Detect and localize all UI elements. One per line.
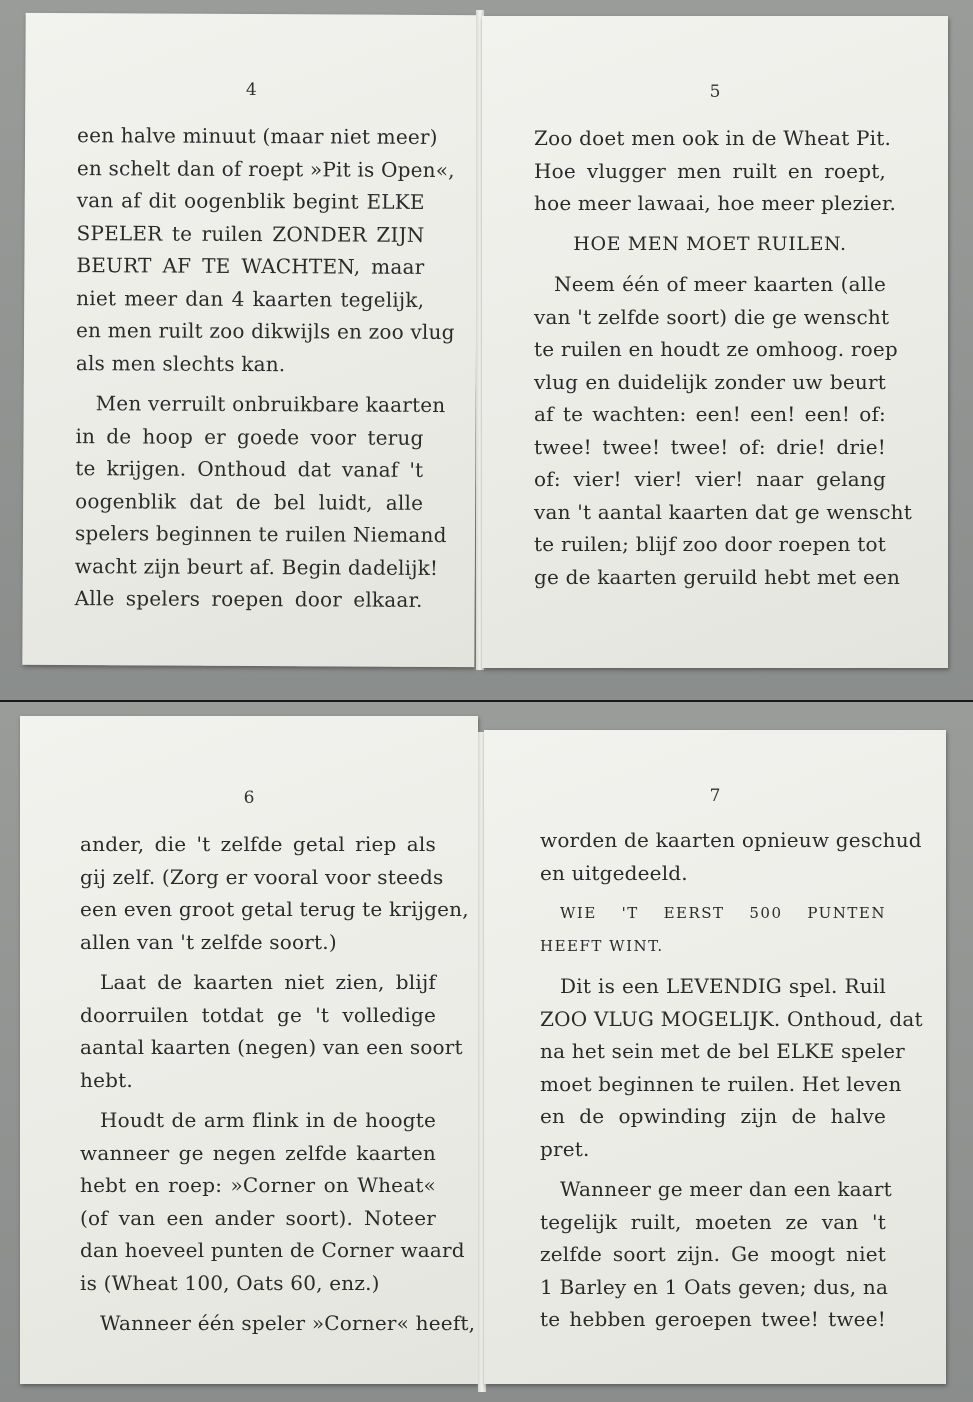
- text-line: en schelt dan of roept »Pit is Open«,: [76, 155, 455, 182]
- text-line: zelfde soort zijn. Ge moogt niet: [540, 1242, 886, 1266]
- text-line: Neem één of meer kaarten (alle: [554, 272, 886, 296]
- text-line: hebt.: [80, 1067, 133, 1092]
- text-line: WIE 'T EERST 500 PUNTEN: [560, 904, 886, 922]
- text-line: is (Wheat 100, Oats 60, enz.): [80, 1270, 380, 1295]
- text-line: ander, die 't zelfde getal riep als: [80, 832, 436, 856]
- text-line: (of van een ander soort). Noteer: [80, 1205, 436, 1230]
- text-line: hoe meer lawaai, hoe meer plezier.: [534, 191, 897, 215]
- text-line: pret.: [540, 1136, 590, 1161]
- text-line: te ruilen; blijf zoo door roepen tot: [534, 532, 886, 556]
- text-line: van af dit oogenblik begint ELKE: [76, 188, 425, 214]
- text-line: en uitgedeeld.: [540, 860, 688, 885]
- text-line: Hoe vlugger men ruilt en roept,: [534, 158, 886, 183]
- page-number: 4: [245, 79, 257, 101]
- text-line: Men verruilt onbruikbare kaarten: [95, 391, 446, 418]
- text-line: van 't zelfde soort) die ge wenscht: [534, 304, 890, 329]
- text-line: oogenblik dat de bel luidt, alle: [75, 488, 424, 515]
- text-line: in de hoop er goede voor terug: [75, 423, 424, 450]
- page-text: [534, 122, 912, 593]
- page-number: 5: [709, 82, 721, 102]
- text-line: te ruilen en houdt ze omhoog. roep: [534, 337, 898, 361]
- text-line: doorruilen totdat ge 't volledige: [80, 1002, 436, 1027]
- top-spread: [0, 0, 973, 700]
- text-line: twee! twee! twee! of: drie! drie!: [534, 434, 886, 459]
- text-line: worden de kaarten opnieuw geschud: [540, 828, 922, 852]
- text-line: Zoo doet men ook in de Wheat Pit.: [534, 126, 892, 150]
- text-line: 1 Barley en 1 Oats geven; dus, na: [540, 1274, 889, 1299]
- text-line: Dit is een LEVENDIG spel. Ruil: [560, 974, 886, 998]
- page-text: [74, 119, 455, 616]
- text-line: hebt en roep: »Corner on Wheat«: [80, 1173, 436, 1197]
- page-5: [482, 16, 948, 668]
- text-line: aantal kaarten (negen) van een soort: [80, 1035, 463, 1059]
- text-line: HEEFT WINT.: [540, 936, 664, 955]
- page-7: [484, 730, 946, 1384]
- text-line: Wanneer ge meer dan een kaart: [560, 1177, 892, 1201]
- text-line: allen van 't zelfde soort.): [80, 929, 337, 954]
- text-line: te krijgen. Onthoud dat vanaf 't: [75, 456, 424, 482]
- text-line: als men slechts kan.: [75, 350, 286, 376]
- text-line: BEURT AF TE WACHTEN, maar: [76, 253, 425, 279]
- text-line: een halve minuut (maar niet meer): [77, 123, 438, 149]
- page-text: [80, 828, 476, 1340]
- text-line: tegelijk ruilt, moeten ze van 't: [540, 1209, 886, 1234]
- text-line: Houdt de arm flink in de hoogte: [100, 1108, 436, 1132]
- text-line: ge de kaarten geruild hebt met een: [534, 564, 901, 589]
- text-line: vlug en duidelijk zonder uw beurt: [534, 369, 886, 394]
- page-number: 7: [709, 786, 721, 806]
- text-line: en de opwinding zijn de halve: [540, 1104, 886, 1128]
- text-line: SPELER te ruilen ZONDER ZIJN: [76, 220, 425, 247]
- text-line: Alle spelers roepen door elkaar.: [74, 586, 423, 612]
- text-line: dan hoeveel punten de Corner waard: [80, 1238, 465, 1262]
- text-line: een even groot getal terug te krijgen,: [80, 897, 469, 921]
- text-line: of: vier! vier! vier! naar gelang: [534, 467, 886, 491]
- text-line: af te wachten: een! een! een! of:: [534, 402, 886, 426]
- text-line: te hebben geroepen twee! twee!: [540, 1307, 886, 1331]
- text-line: moet beginnen te ruilen. Het leven: [540, 1071, 902, 1096]
- page-6: [20, 716, 478, 1384]
- text-line: en men ruilt zoo dikwijls en zoo vlug: [75, 318, 455, 345]
- page-4: [22, 13, 477, 667]
- text-line: wanneer ge negen zelfde kaarten: [80, 1140, 436, 1165]
- page-number: 6: [243, 788, 255, 808]
- text-line: wacht zijn beurt af. Begin dadelijk!: [74, 553, 439, 580]
- text-line: niet meer dan 4 kaarten tegelijk,: [76, 285, 425, 312]
- page-text: [540, 824, 923, 1336]
- text-line: ZOO VLUG MOGELIJK. Onthoud, dat: [540, 1006, 923, 1031]
- text-line: gij zelf. (Zorg er vooral voor steeds: [80, 864, 444, 889]
- text-line: van 't aantal kaarten dat ge wenscht: [534, 499, 912, 524]
- text-line: Laat de kaarten niet zien, blijf: [100, 970, 436, 994]
- section-heading: HOE MEN MOET RUILEN.: [573, 232, 847, 255]
- bottom-spread: [0, 702, 973, 1402]
- text-line: spelers beginnen te ruilen Niemand: [74, 521, 447, 548]
- text-line: Wanneer één speler »Corner« heeft,: [100, 1311, 476, 1335]
- text-line: na het sein met de bel ELKE speler: [540, 1039, 905, 1063]
